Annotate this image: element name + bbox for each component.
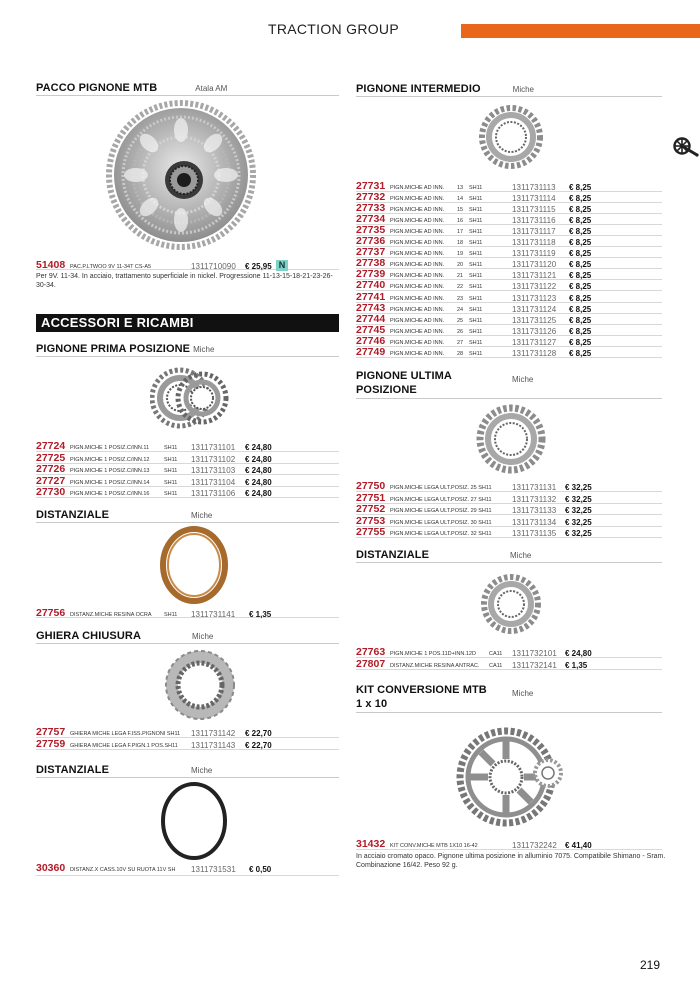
product-code: 27751 [356,491,386,504]
product-teeth: 26 [457,328,464,335]
product-description: PIGN.MICHE LEGA ULT.POSIZ. 30 SH11 [390,519,492,526]
lockring-image [160,648,240,723]
product-number: 1311731125 [512,315,557,325]
product-price: € 32,25 [565,506,592,516]
product-description: PIGN.MICHE LEGA ULT.POSIZ. 25 SH11 [390,485,492,491]
table-row [36,737,339,751]
section-pignone-ultima-posizione [356,369,662,399]
product-code: 27755 [356,526,386,539]
product-code: 27738 [356,257,386,270]
product-price: € 0,50 [249,865,272,874]
section-distanziale-2 [36,764,339,778]
sprocket-pair-image [150,360,230,435]
product-price: € 24,80 [565,649,592,658]
product-description: PIGN.MICHE AD INN. [390,350,445,357]
product-teeth: 15 [457,207,464,214]
product-number: 1311731132 [512,494,557,504]
section-pacco-pignone-mtb [36,82,339,96]
section-title: PIGNONE INTERMEDIO [356,83,481,95]
section-pignone-intermedio [356,83,662,97]
crankset-icon [673,133,699,159]
table-row [36,609,339,620]
sprocket-image [478,100,544,174]
product-code: 27732 [356,191,386,204]
page-header-title: TRACTION GROUP [268,21,399,37]
product-code: 27750 [356,480,386,492]
product-sh: SH11 [469,196,483,203]
product-description: PIGN.MICHE 1 POS.11D+INN.12D [390,651,476,657]
product-sh: SH11 [469,251,483,258]
sprocket-image-small [480,566,542,642]
product-price: € 22,70 [245,740,272,750]
product-teeth: 25 [457,317,464,324]
section-ghiera-chiusura [36,630,339,644]
product-sh: SH11 [469,218,483,225]
product-price: € 1,35 [565,660,588,670]
product-description: PIGN.MICHE AD INN. [390,229,445,236]
product-sh: SH11 [469,339,483,346]
product-code: 27743 [356,301,386,314]
product-sh: SH11 [469,207,483,214]
product-price: € 32,25 [565,483,592,492]
product-number: 1311731115 [512,205,556,215]
section-title: PIGNONE PRIMA POSIZIONE [36,343,191,355]
product-teeth: 14 [457,196,464,203]
section-brand: Miche [193,345,215,354]
product-number: 1311731135 [512,529,557,539]
product-code: 27744 [356,312,386,325]
section-brand: Atala AM [195,84,228,93]
product-price: € 32,25 [565,517,592,527]
product-number: 1311731128 [512,348,557,358]
product-description: PIGN.MICHE AD INN. [390,339,445,346]
product-description: PIGN.MICHE AD INN. [390,196,445,203]
table-row [356,237,662,248]
product-sh: CA11 [489,651,503,657]
section-distanziale [36,509,339,523]
table-row [356,193,662,204]
product-code: 27746 [356,334,386,347]
product-sh: SH11 [469,295,483,302]
section-brand: Miche [191,766,213,775]
table-row [356,334,662,348]
product-description: PIGN.MICHE AD INN. [390,306,445,313]
product-sh: SH11 [469,273,483,280]
table-row [36,488,339,499]
product-code: 27757 [36,726,66,738]
product-code: 27734 [356,213,386,226]
product-price: € 8,25 [569,194,592,204]
spacer-black-image [158,780,230,862]
section-brand: Miche [512,689,534,698]
product-description: PIGN.MICHE AD INN. [390,207,445,214]
page-number: 219 [640,958,661,972]
product-description: PIGN.MICHE 1 POSIZ.C/INN.11 [70,445,150,451]
section-brand: Miche [192,632,214,641]
product-code: 27725 [36,451,66,464]
product-description: DISTANZ.X CASS.10V SU RUOTA 11V SH [70,867,176,873]
product-price: € 8,25 [569,249,592,259]
product-number: 1311732141 [512,660,557,670]
section-pignone-prima-posizione [36,343,339,357]
table-row [356,281,662,292]
product-code: 27731 [356,180,386,192]
table-row [356,259,662,270]
product-price: € 8,25 [569,271,592,281]
product-number: 1311731106 [191,489,236,499]
product-description: PIGN.MICHE LEGA ULT.POSIZ. 32 SH11 [390,531,492,538]
table-row [356,226,662,237]
product-price: € 24,80 [245,443,272,452]
table-row [356,657,662,671]
product-description: GHIERA MICHE LEGA F.PIGN.1 POS.SH11 [70,742,178,749]
table-row [356,345,662,359]
product-sh: SH11 [164,456,178,463]
table-row [36,728,339,739]
product-number: 1311731116 [512,216,556,226]
product-description: PIGN.MICHE AD INN. [390,251,445,258]
product-sh: SH11 [164,479,178,486]
product-number: 1311732101 [512,649,557,658]
product-code: 27756 [36,607,66,619]
product-description: PIGN.MICHE AD INN. [390,295,445,302]
product-price: € 8,25 [569,326,592,336]
table-row [356,840,662,851]
table-row [356,648,662,659]
product-teeth: 19 [457,251,464,258]
spacer-ochre-image [158,525,230,605]
product-teeth: 13 [457,185,464,191]
product-code: 51408 [36,259,66,271]
product-code: 27727 [36,474,66,487]
product-description: PIGN.MICHE 1 POSIZ.C/INN.16 [70,491,150,498]
section-title: PIGNONE ULTIMA POSIZIONE [356,370,452,396]
section-brand: Miche [191,511,213,520]
section-brand: Miche [510,551,532,560]
product-number: 1311731142 [191,729,236,738]
product-description: PIGN.MICHE AD INN. [390,218,445,225]
product-number: 1311731134 [512,517,557,527]
table-row [356,491,662,505]
product-description: DISTANZ.MICHE RESINA OCRA [70,612,152,618]
product-number: 1311731143 [191,740,236,750]
product-code: 31432 [356,838,386,850]
table-row [356,528,662,539]
product-price: € 8,25 [569,337,592,347]
product-code: 27753 [356,514,386,527]
product-number: 1311731126 [512,326,557,336]
product-description: PIGN.MICHE LEGA ULT.POSIZ. 29 SH11 [390,508,492,515]
table-row [356,301,662,315]
product-number: 1311731104 [191,477,236,487]
product-sh: SH11 [164,468,178,475]
section-title: KIT CONVERSIONE MTB 1 x 10 [356,684,487,710]
section-distanziale-right [356,549,662,563]
section-brand: Miche [512,375,534,384]
product-price: € 8,25 [569,260,592,270]
row-divider [36,875,339,876]
product-description: PIGN.MICHE AD INN. [390,284,445,291]
section-title: GHIERA CHIUSURA [36,630,141,642]
product-price: € 8,25 [569,205,592,215]
product-price: € 8,25 [569,227,592,237]
product-sh: SH11 [469,317,483,324]
product-number: 1311731120 [512,260,557,270]
product-sh: SH11 [469,350,483,357]
table-row [356,270,662,281]
table-row [36,261,339,272]
product-code: 27807 [356,657,386,670]
table-row [356,312,662,326]
sprocket-image-large [476,400,546,478]
product-description: GHIERA MICHE LEGA F.ISS.PIGNONI SH11 [70,731,181,737]
product-description: PIGN.MICHE AD INN. [390,317,445,324]
product-teeth: 16 [457,218,464,225]
table-row [356,323,662,337]
product-number: 1311731118 [512,238,556,248]
table-row [356,290,662,304]
table-row [36,465,339,476]
product-sh: SH11 [469,229,483,236]
product-price: € 8,25 [569,293,592,303]
product-price: € 24,80 [245,489,272,499]
product-teeth: 18 [457,240,464,247]
product-code: 27736 [356,235,386,248]
product-price: € 24,80 [245,477,272,487]
product-price: € 1,35 [249,610,272,619]
product-code: 30360 [36,862,66,874]
product-teeth: 21 [457,273,464,280]
product-description: PAC.P.LTWOO 9V 11-34T CS-A5 [70,264,152,270]
product-number: 1311731119 [512,249,556,259]
product-price: € 24,80 [245,466,272,476]
table-row [356,514,662,528]
product-sh: SH11 [164,612,178,618]
product-code: 27763 [356,646,386,658]
conversion-kit-image [456,718,566,836]
product-number: 1311731103 [191,466,236,476]
product-sh: SH11 [469,185,483,191]
product-price: € 32,25 [565,529,592,539]
section-brand: Miche [512,85,534,94]
product-teeth: 24 [457,306,464,313]
product-description: PIGN.MICHE 1 POSIZ.C/INN.13 [70,468,150,475]
product-code: 27735 [356,224,386,237]
product-number: 1311731101 [191,443,236,452]
product-number: 1311731124 [512,304,557,314]
product-number: 1311731122 [512,282,557,292]
product-teeth: 22 [457,284,464,291]
table-row [36,864,339,875]
product-price: € 22,70 [245,729,272,738]
product-code: 27733 [356,202,386,215]
product-number: 1311731114 [512,194,556,204]
product-number: 1311731123 [512,293,557,303]
new-badge: N [276,260,288,271]
product-price: € 8,25 [569,216,592,226]
product-price: € 8,25 [569,315,592,325]
product-teeth: 23 [457,295,464,302]
product-description: PIGN.MICHE LEGA ULT.POSIZ. 27 SH11 [390,496,492,503]
product-price: € 25,95 [245,262,272,271]
product-teeth: 17 [457,229,464,236]
product-price: € 32,25 [565,494,592,504]
table-row [36,442,339,453]
product-number: 1311732242 [512,841,557,850]
product-description: PIGN.MICHE AD INN. [390,240,445,247]
product-code: 27740 [356,279,386,292]
cassette-image [106,100,256,250]
section-band-accessori: ACCESSORI E RICAMBI [36,314,339,332]
product-code: 27737 [356,246,386,259]
product-code: 27759 [36,737,66,750]
section-kit-conversione [356,683,662,713]
product-price: € 8,25 [569,348,592,358]
product-sh: SH11 [164,491,178,498]
product-description: PIGN.MICHE AD INN. [390,273,445,280]
product-note: In acciaio cromato opaco. Pignone ultima posizione in alluminio 7075. Compatibile Shimano - Sram. Combinazione 16/42. Peso 92 g. [356,853,666,869]
product-description: PIGN.MICHE 1 POSIZ.C/INN.14 [70,479,150,486]
product-teeth: 20 [457,262,464,269]
product-price: € 8,25 [569,282,592,292]
product-code: 27724 [36,440,66,452]
product-sh: SH11 [469,306,483,313]
product-number: 1311731102 [191,454,236,464]
product-description: DISTANZ.MICHE RESINA ANTRAC. [390,662,480,669]
product-sh: CA11 [489,662,503,669]
product-number: 1311731131 [512,483,557,492]
product-note: Per 9V. 11-34. In acciaio, trattamento superficiale in nickel. Progressione 11-13-15-18-21-23-26-30-34. [36,273,333,289]
product-teeth: 28 [457,350,464,357]
product-code: 27739 [356,268,386,281]
product-description: PIGN.MICHE AD INN. [390,262,445,269]
product-code: 27726 [36,463,66,476]
table-row [356,182,662,193]
product-code: 27730 [36,486,66,499]
product-number: 1311731117 [512,227,556,237]
table-row [356,482,662,493]
product-number: 1311731531 [191,865,236,874]
table-row [356,204,662,215]
product-sh: SH11 [469,284,483,291]
product-description: PIGN.MICHE AD INN. [390,328,445,335]
product-price: € 24,80 [245,454,272,464]
product-number: 1311731141 [191,610,236,619]
product-price: € 8,25 [569,238,592,248]
table-row [356,248,662,259]
product-sh: SH11 [164,445,178,451]
product-code: 27752 [356,503,386,516]
product-code: 27745 [356,323,386,336]
product-number: 1311710090 [191,262,236,271]
product-description: KIT CONV.MICHE MTB 1X10 16-42 [390,843,478,849]
product-sh: SH11 [469,262,483,269]
product-number: 1311731133 [512,506,557,516]
section-title: DISTANZIALE [356,549,430,561]
product-sh: SH11 [469,240,483,247]
section-title: DISTANZIALE [36,764,110,776]
table-row [36,451,339,465]
product-price: € 8,25 [569,183,592,192]
product-description: PIGN.MICHE AD INN. [390,185,445,191]
table-row [36,474,339,488]
table-row [356,505,662,516]
product-teeth: 27 [457,339,464,346]
product-description: PIGN.MICHE 1 POSIZ.C/INN.12 [70,456,150,463]
product-sh: SH11 [469,328,483,335]
product-code: 27741 [356,290,386,303]
product-price: € 8,25 [569,304,592,314]
section-title: PACCO PIGNONE MTB [36,82,158,94]
product-number: 1311731121 [512,271,557,281]
header-accent-bar [461,24,700,38]
product-price: € 41,40 [565,841,592,850]
section-title: DISTANZIALE [36,509,110,521]
product-number: 1311731127 [512,337,557,347]
product-code: 27749 [356,345,386,358]
product-number: 1311731113 [512,183,556,192]
table-row [356,215,662,226]
